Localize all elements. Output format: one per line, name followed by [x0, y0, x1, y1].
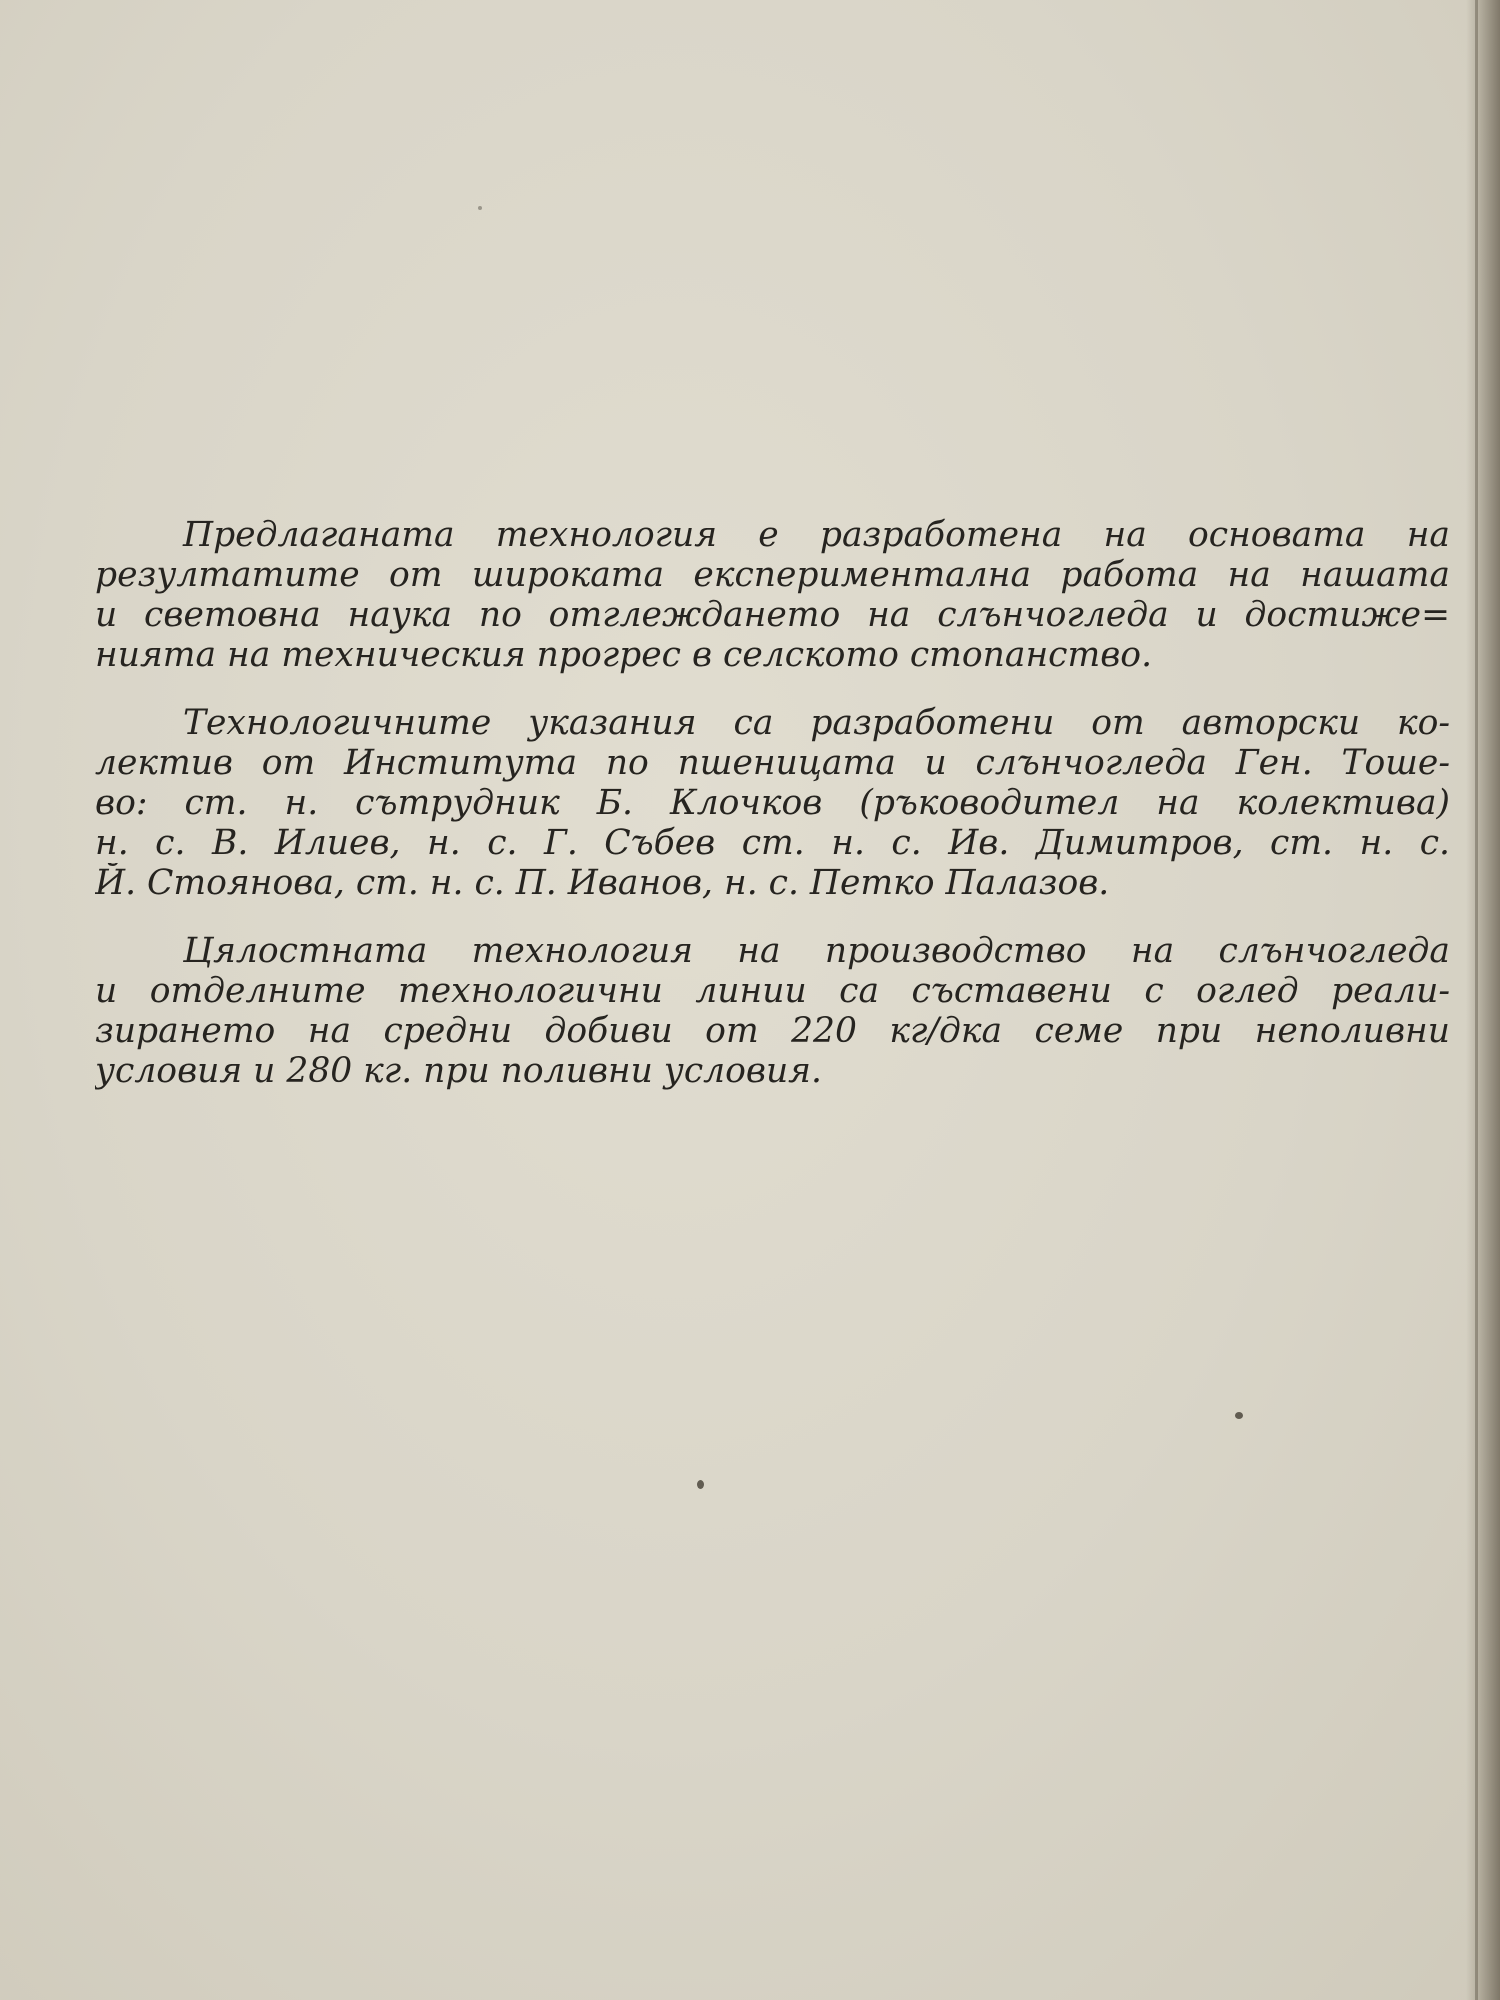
paper-speck	[697, 1480, 704, 1489]
paper-speck	[1235, 1412, 1243, 1419]
text-line: нията на техническия прогрес в селското стопанство.	[95, 635, 1153, 675]
paragraph-authors	[95, 703, 1450, 903]
text-line: и отделните технологични линии са съставени с оглед реали-	[95, 971, 1450, 1011]
text-line: условия и 280 кг. при поливни условия.	[95, 1051, 822, 1091]
binding-shadow	[1466, 0, 1500, 2000]
text-line: Технологичните указания са разработени от авторски ко-	[183, 703, 1450, 743]
text-line: лектив от Института по пшеницата и слънчогледа Ген. Тоше-	[95, 743, 1450, 783]
text-line: во: ст. н. сътрудник Б. Клочков (ръководител на колектива)	[95, 783, 1450, 823]
paper-speck	[478, 206, 482, 210]
body-text	[95, 515, 1450, 1119]
text-line: н. с. В. Илиев, н. с. Г. Събев ст. н. с. Ив. Димитров, ст. н. с.	[95, 823, 1450, 863]
text-line: Цялостната технология на производство на слънчогледа	[183, 931, 1450, 971]
text-line: Предлаганата технология е разработена на основата на	[183, 515, 1450, 555]
paragraph-yields	[95, 931, 1450, 1091]
text-line: зирането на средни добиви от 220 кг/дка семе при неполивни	[95, 1011, 1450, 1051]
text-line: Й. Стоянова, ст. н. с. П. Иванов, н. с. Петко Палазов.	[95, 863, 1110, 903]
text-line: и световна наука по отглеждането на слънчогледа и достиже=	[95, 595, 1450, 635]
binding-edge	[1475, 0, 1478, 2000]
paragraph-intro	[95, 515, 1450, 675]
text-line: резултатите от широката експериментална работа на нашата	[95, 555, 1450, 595]
